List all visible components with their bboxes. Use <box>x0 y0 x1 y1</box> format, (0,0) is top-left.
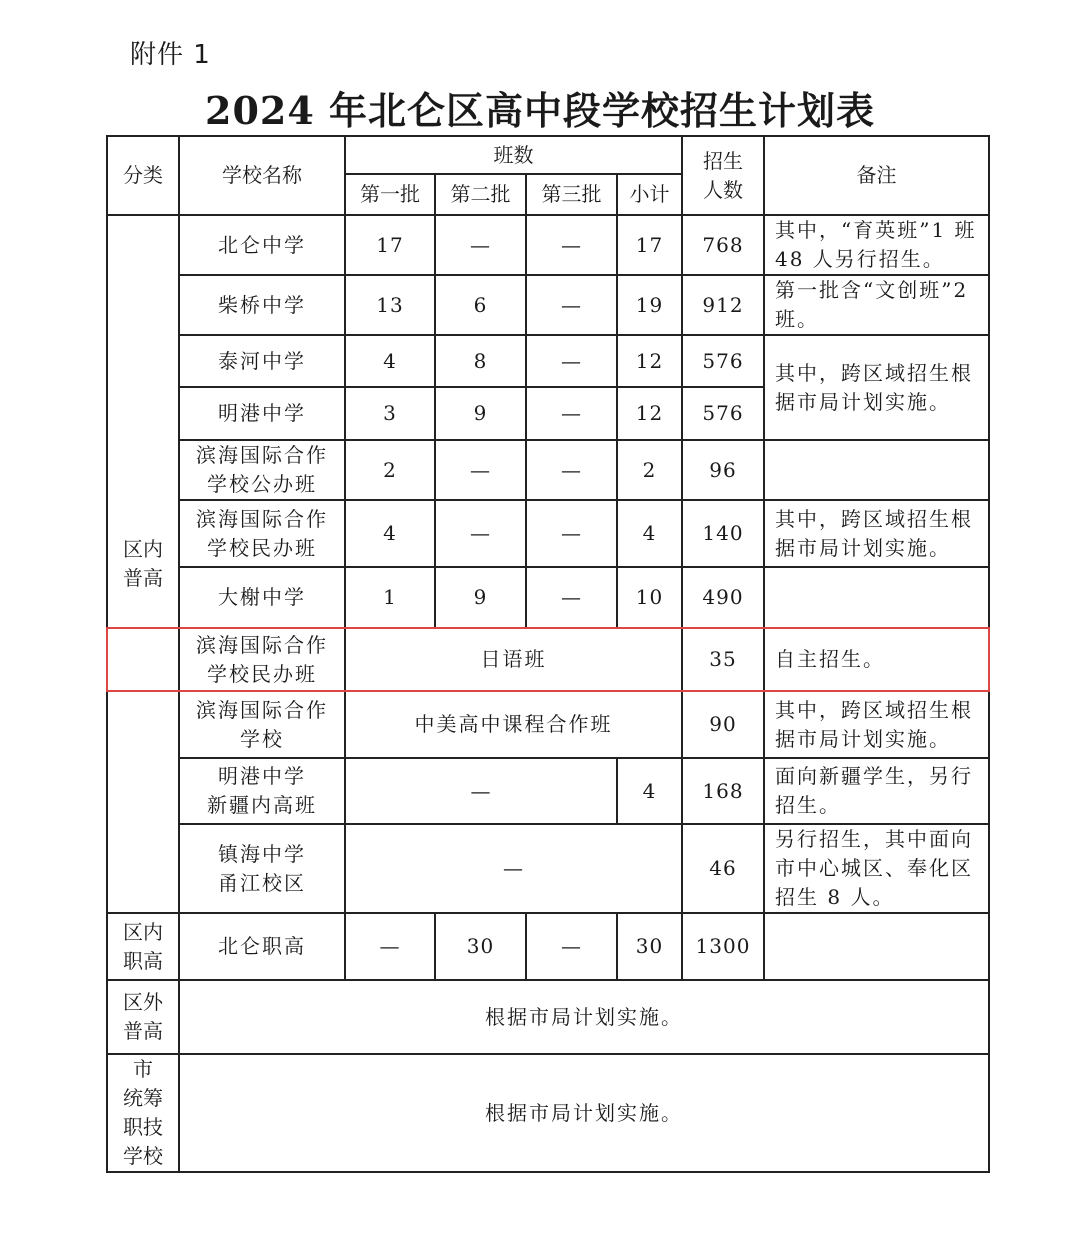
school-name <box>179 758 345 824</box>
batch1-cell: 4 <box>345 500 435 567</box>
table-row <box>107 440 989 500</box>
table-row <box>107 691 989 758</box>
category-outside-general <box>107 980 179 1054</box>
enrollment-cell: 90 <box>682 691 764 758</box>
table-row <box>107 500 989 567</box>
batch3-cell: — <box>526 567 617 628</box>
batch2-cell: 9 <box>435 387 526 440</box>
header-batch2: 第二批 <box>435 174 526 215</box>
enrollment-cell: 1300 <box>682 913 764 980</box>
batch1-cell: — <box>345 913 435 980</box>
table-row <box>107 980 989 1054</box>
remark-cell: 面向新疆学生，另行招生。 <box>764 758 989 824</box>
category-city-vocational <box>107 1054 179 1172</box>
page-title: 2024 年北仑区高中段学校招生计划表 <box>205 88 875 133</box>
batch2-cell: 9 <box>435 567 526 628</box>
subtotal-cell: 30 <box>617 913 682 980</box>
school-name <box>179 500 345 567</box>
category-line: 学校 <box>123 1144 163 1168</box>
school-name-line: 滨海国际合作 <box>196 697 328 722</box>
table-row <box>107 215 989 275</box>
category-line: 区外 <box>123 990 163 1014</box>
school-name-line: 学校民办班 <box>207 535 317 560</box>
school-name-line: 明港中学 <box>218 764 306 788</box>
header-enrollment-line1: 招生 <box>703 148 743 173</box>
enrollment-cell: 576 <box>682 335 764 387</box>
table-row <box>107 335 989 387</box>
enrollment-plan-table <box>106 135 990 1173</box>
school-name-line: 滨海国际合作 <box>196 506 328 531</box>
school-name <box>179 628 345 691</box>
batches-cell: — <box>345 758 617 824</box>
batch1-cell: 13 <box>345 275 435 335</box>
school-name-line: 学校民办班 <box>207 661 317 686</box>
enrollment-cell: 140 <box>682 500 764 567</box>
school-name <box>179 691 345 758</box>
school-name-line: 新疆内高班 <box>207 793 317 817</box>
header-subtotal: 小计 <box>617 174 682 215</box>
school-name: 泰河中学 <box>179 335 345 387</box>
batch3-cell: — <box>526 500 617 567</box>
school-name: 北仑职高 <box>179 913 345 980</box>
city-vocational-note: 根据市局计划实施。 <box>179 1054 989 1172</box>
batch2-cell: 30 <box>435 913 526 980</box>
table-row <box>107 824 989 913</box>
classes-cell: — <box>345 824 682 913</box>
batch1-cell: 3 <box>345 387 435 440</box>
remark-cell: 第一批含“文创班”2 班。 <box>764 275 989 335</box>
category-line: 职技 <box>123 1115 163 1139</box>
batch3-cell: — <box>526 913 617 980</box>
subtotal-cell: 10 <box>617 567 682 628</box>
school-name: 北仑中学 <box>179 215 345 275</box>
batch1-cell: 4 <box>345 335 435 387</box>
batch3-cell: — <box>526 387 617 440</box>
enrollment-cell: 768 <box>682 215 764 275</box>
header-enrollment-line2: 人数 <box>703 177 743 202</box>
category-district-vocational <box>107 913 179 980</box>
table-row <box>107 913 989 980</box>
category-line: 普高 <box>123 1019 163 1043</box>
batch2-cell: 6 <box>435 275 526 335</box>
school-name: 大榭中学 <box>179 567 345 628</box>
class-type-cell: 日语班 <box>345 628 682 691</box>
school-name-line: 学校 <box>240 726 284 751</box>
batch1-cell: 2 <box>345 440 435 500</box>
remark-cell <box>764 440 989 500</box>
school-name-line: 镇海中学 <box>218 841 306 866</box>
remark-cell <box>764 567 989 628</box>
category-line: 职高 <box>123 948 163 973</box>
school-name: 明港中学 <box>179 387 345 440</box>
enrollment-cell: 490 <box>682 567 764 628</box>
enrollment-cell: 46 <box>682 824 764 913</box>
subtotal-cell: 17 <box>617 215 682 275</box>
batch2-cell: — <box>435 440 526 500</box>
batch2-cell: 8 <box>435 335 526 387</box>
header-category: 分类 <box>107 136 179 215</box>
batch2-cell: — <box>435 215 526 275</box>
school-name-line: 甬江校区 <box>218 870 306 895</box>
subtotal-cell: 2 <box>617 440 682 500</box>
header-row-1 <box>107 136 989 174</box>
attachment-label: 附件 1 <box>130 40 211 70</box>
remark-cell: 另行招生，其中面向市中心城区、奉化区招生 8 人。 <box>764 824 989 913</box>
header-batch3: 第三批 <box>526 174 617 215</box>
subtotal-cell: 4 <box>617 500 682 567</box>
school-name: 柴桥中学 <box>179 275 345 335</box>
enrollment-cell: 96 <box>682 440 764 500</box>
remark-cell: 其中，跨区域招生根据市局计划实施。 <box>764 335 989 440</box>
remark-cell: 其中，“育英班”1 班 48 人另行招生。 <box>764 215 989 275</box>
batch1-cell: 1 <box>345 567 435 628</box>
enrollment-cell: 35 <box>682 628 764 691</box>
batch1-cell: 17 <box>345 215 435 275</box>
school-name-line: 滨海国际合作 <box>196 632 328 657</box>
outside-general-note: 根据市局计划实施。 <box>179 980 989 1054</box>
subtotal-cell: 4 <box>617 758 682 824</box>
school-name <box>179 440 345 500</box>
table-row <box>107 275 989 335</box>
subtotal-cell: 12 <box>617 335 682 387</box>
batch2-cell: — <box>435 500 526 567</box>
header-enrollment <box>682 136 764 215</box>
remark-cell: 其中，跨区域招生根据市局计划实施。 <box>764 691 989 758</box>
enrollment-cell: 168 <box>682 758 764 824</box>
batch3-cell: — <box>526 440 617 500</box>
class-type-cell: 中美高中课程合作班 <box>345 691 682 758</box>
category-line: 统筹 <box>123 1086 163 1110</box>
batch3-cell: — <box>526 335 617 387</box>
enrollment-cell: 912 <box>682 275 764 335</box>
school-name-line: 滨海国际合作 <box>196 443 328 467</box>
subtotal-cell: 12 <box>617 387 682 440</box>
remark-cell: 自主招生。 <box>764 628 989 691</box>
remark-cell <box>764 913 989 980</box>
header-remarks: 备注 <box>764 136 989 215</box>
table-row <box>107 567 989 628</box>
school-name-line: 学校公办班 <box>207 472 317 496</box>
category-line: 普高 <box>123 566 163 590</box>
table-row <box>107 1054 989 1172</box>
batch3-cell: — <box>526 275 617 335</box>
category-district-general <box>107 215 179 913</box>
table-row <box>107 758 989 824</box>
school-name <box>179 824 345 913</box>
enrollment-cell: 576 <box>682 387 764 440</box>
header-batch1: 第一批 <box>345 174 435 215</box>
category-line: 区内 <box>123 919 163 944</box>
highlighted-row <box>107 628 989 691</box>
header-school-name: 学校名称 <box>179 136 345 215</box>
subtotal-cell: 19 <box>617 275 682 335</box>
batch3-cell: — <box>526 215 617 275</box>
header-classes: 班数 <box>345 136 682 174</box>
remark-cell: 其中，跨区域招生根据市局计划实施。 <box>764 500 989 567</box>
category-line: 区内 <box>123 537 163 561</box>
category-line: 市 <box>133 1057 153 1081</box>
